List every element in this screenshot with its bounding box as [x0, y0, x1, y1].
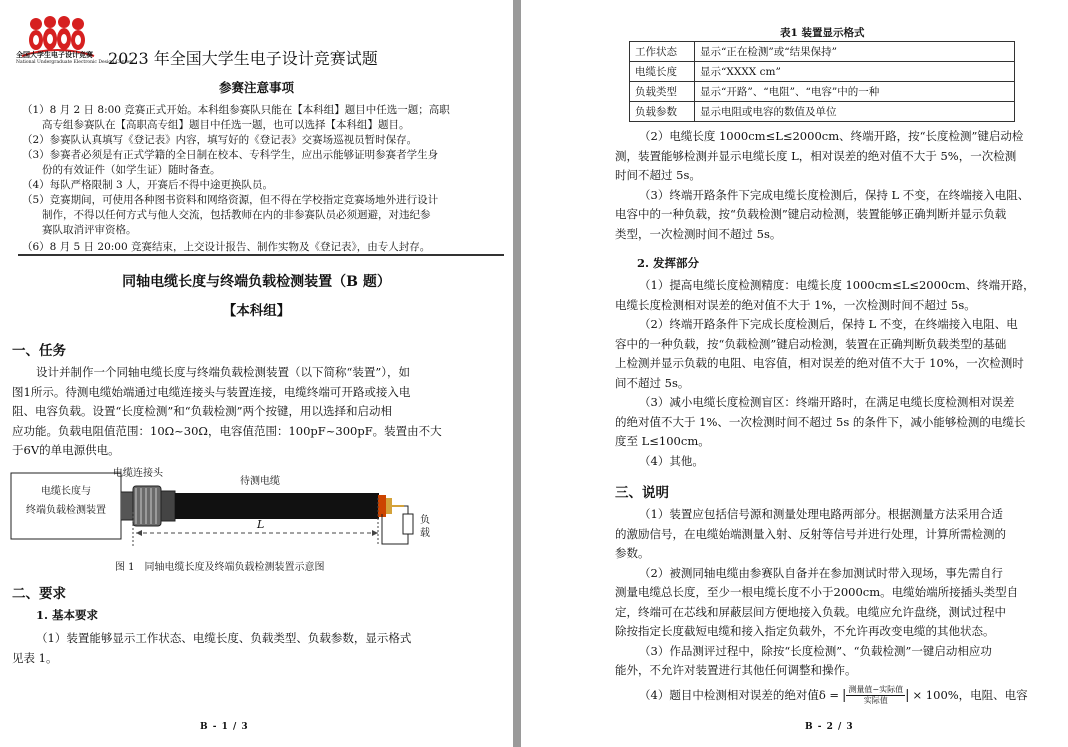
notice-title: 参赛注意事项: [218, 80, 294, 95]
length-symbol: L: [257, 518, 265, 531]
advanced-heading: 2. 发挥部分: [637, 256, 700, 270]
basic-line: 类型，一次检测时间不超过 5s。: [615, 226, 782, 241]
abs-bar: |: [842, 687, 847, 703]
display-format-table: [629, 41, 1015, 122]
table-cell: 电缆长度: [630, 62, 695, 82]
formula-numerator: 测量值−实际值: [848, 685, 904, 694]
task-line: 设计并制作一个同轴电缆长度与终端负载检测装置（以下简称“装置”），如: [36, 365, 411, 379]
formula-denominator: 实际值: [863, 696, 888, 705]
notice-line: （6）8 月 5 日 20:00 竞赛结束，上交设计报告、制作实物及《登记表》，由专人封存。: [22, 241, 431, 253]
logo-text: 全国大学生电子设计竞赛: [16, 50, 93, 59]
advanced-line: （2）终端开路条件下完成长度检测后，保持 L 不变，在终端接入电阻、电: [639, 317, 1018, 331]
problem-title: 同轴电缆长度与终端负载检测装置（B 题）: [122, 274, 391, 290]
basic-requirements: [615, 127, 1045, 244]
req-line: 见表 1。: [12, 650, 58, 665]
notice-line: 份的有效证件（如学生证）随时备查。: [42, 164, 221, 176]
table-row: [630, 102, 1015, 122]
section-heading-requirements: 二、要求: [12, 586, 66, 602]
basic-line: （2）电缆长度 1000cm≤L≤2000cm、终端开路，按“长度检测”键启动检: [639, 129, 1024, 143]
formula-line: [639, 685, 1028, 706]
contest-title: 2023 年全国大学生电子设计竞赛试题: [108, 49, 378, 68]
advanced-line: （1）提高电缆长度检测精度：电缆长度 1000cm≤L≤2000cm、终端开路，: [639, 278, 1035, 292]
task-line: 应功能。负载电阻值范围：10Ω~30Ω，电容值范围：100pF~300pF。装置由不大: [12, 423, 442, 438]
notice-line: （4）每队严格限制 3 人，开赛后不得中途更换队员。: [22, 179, 274, 191]
basic-line: （3）终端开路条件下完成电缆长度检测后，保持 L 不变，在终端接入电阻、: [639, 187, 1030, 202]
table-cell: 显示“开路”、“电阻”、“电容”中的一种: [695, 82, 1015, 102]
figure-1: [10, 462, 440, 554]
cable-label: 待测电缆: [240, 476, 280, 487]
advanced-line: 的绝对值不大于 1%、一次检测时间不超过 5s 的条件下，减小能够检测的电缆长: [615, 414, 1026, 429]
load-label-char: 负: [420, 515, 430, 526]
formula-suffix: × 100%，电阻、电容: [912, 687, 1028, 702]
notice-line: （2）参赛队认真填写《登记表》内容，填写好的《登记表》交赛场巡视员暂时保存。: [22, 134, 418, 146]
note-line: （3）作品测评过程中，除按“长度检测”、“负载检测”一键启动相应功: [639, 643, 992, 658]
table-row: [630, 62, 1015, 82]
page-number: B - 1 / 3: [200, 722, 249, 732]
advanced-line: 间不超过 5s。: [615, 375, 690, 390]
device-box-label-line: 终端负载检测装置: [26, 505, 106, 516]
page-number: B - 2 / 3: [805, 722, 854, 732]
basic-line: 电容中的一种负载，按“负载检测”键启动检测，装置能够正确判断并显示负载: [615, 207, 1007, 221]
notice-line: （1）8 月 2 日 8:00 竞赛正式开始。本科组参赛队只能在【本科组】题目中任选一题；高职: [22, 104, 450, 116]
device-box-label-line: 电缆长度与: [41, 486, 91, 497]
advanced-line: 度至 L≤100cm。: [615, 434, 710, 448]
load-label: [420, 514, 430, 540]
basic-line: 测，装置能够检测并显示电缆长度 L，相对误差的绝对值不大于 5%，一次检测: [615, 148, 1017, 163]
req-line: （1）装置能够显示工作状态、电缆长度、负载类型、负载参数，显示格式: [36, 631, 412, 645]
section-heading-task: 一、任务: [12, 343, 66, 359]
document-page-2: [521, 0, 1068, 747]
notes-paragraph: [615, 505, 1045, 681]
advanced-line: （4）其他。: [639, 453, 704, 468]
advanced-line: 上检测并显示负载的电阻、电容值，相对误差的绝对值不大于 10%，一次检测时: [615, 356, 1024, 370]
group-label: 【本科组】: [222, 303, 291, 319]
table-cell: 负载类型: [630, 82, 695, 102]
note-line: （2）被测同轴电缆由参赛队自备并在参加测试时带入现场，事先需自行: [639, 565, 1003, 580]
logo-text-en: National Undergraduate Electronic Design Contest: [16, 60, 134, 65]
divider: [18, 254, 504, 256]
basic-req-heading: 1. 基本要求: [36, 608, 99, 622]
note-line: 定，终端可在芯线和屏蔽层间方便地接入负载。电缆应允许盘绕，测试过程中: [615, 604, 1006, 619]
table-cell: 工作状态: [630, 42, 695, 62]
table-title: 表1 装置显示格式: [780, 27, 865, 39]
note-line: 能外，不允许对装置进行其他任何调整和操作。: [615, 663, 857, 677]
notice-line: （5）竞赛期间，可使用各种图书资料和网络资源，但不得在学校指定竞赛场地外进行设计: [22, 194, 439, 206]
advanced-line: 容中的一种负载，按“负载检测”键启动检测，装置在正确判断负载类型的基础: [615, 336, 1007, 351]
notice-line: 赛队取消评审资格。: [42, 224, 137, 236]
section-heading-notes: 三、说明: [615, 485, 669, 501]
table-cell: 显示电阻或电容的数值及单位: [695, 102, 1015, 122]
task-line: 于6V的单电源供电。: [12, 443, 120, 457]
abs-bar: |: [905, 687, 910, 703]
advanced-requirements: [615, 276, 1045, 471]
note-line: 测量电缆总长度，至少一根电缆长度不小于2000cm。电缆始端所接插头类型自: [615, 585, 1019, 599]
task-paragraph: [12, 363, 442, 461]
figure-caption: 图 1 同轴电缆长度及终端负载检测装置示意图: [115, 562, 325, 573]
formula-fraction: [842, 685, 909, 706]
note-line: 参数。: [615, 546, 650, 560]
notice-line: （3）参赛者必须是有正式学籍的全日制在校本、专科学生，应出示能够证明参赛者学生身: [22, 149, 439, 161]
formula-prefix: （4）题目中检测相对误差的绝对值δ =: [639, 687, 840, 702]
load-label-char: 载: [420, 528, 430, 539]
notice-line: 制作，不得以任何方式与他人交流，包括教师在内的非参赛队员必须迴避，对违纪参: [42, 209, 431, 221]
notice-list: [22, 103, 502, 255]
device-box-label: [10, 484, 122, 518]
requirement-paragraph: [12, 629, 442, 668]
note-line: 除按指定长度截短电缆和接入指定负载外，不允许再改变电缆的其他状态。: [615, 624, 995, 638]
notice-line: 高专组参赛队在【高职高专组】题目中任选一题，也可以选择【本科组】题目。: [42, 119, 410, 131]
document-page-1: [0, 0, 513, 747]
table-cell: 显示“正在检测”或“结果保持”: [695, 42, 1015, 62]
note-line: 的激励信号，在电缆始端测量入射、反射等信号并进行处理，计算所需检测的: [615, 526, 1006, 541]
task-line: 图1所示。待测电缆始端通过电缆连接头与装置连接，电缆终端可开路或接入电: [12, 384, 411, 399]
note-line: （1）装置应包括信号源和测量处理电路两部分。根据测量方法采用合适: [639, 507, 1003, 521]
task-line: 阻、电容负载。设置“长度检测”和“负载检测”两个按键，用以选择和启动相: [12, 404, 393, 418]
advanced-line: 电缆长度检测相对误差的绝对值不大于 1%，一次检测时间不超过 5s。: [615, 297, 976, 312]
contest-logo: [14, 12, 134, 70]
table-cell: 负载参数: [630, 102, 695, 122]
connector-label: 电缆连接头: [113, 468, 163, 479]
advanced-line: （3）减小电缆长度检测盲区：终端开路时，在满足电缆长度检测相对误差: [639, 395, 1015, 409]
table-row: [630, 42, 1015, 62]
table-cell: 显示“XXXX cm”: [695, 62, 1015, 82]
basic-line: 时间不超过 5s。: [615, 168, 701, 182]
table-row: [630, 82, 1015, 102]
